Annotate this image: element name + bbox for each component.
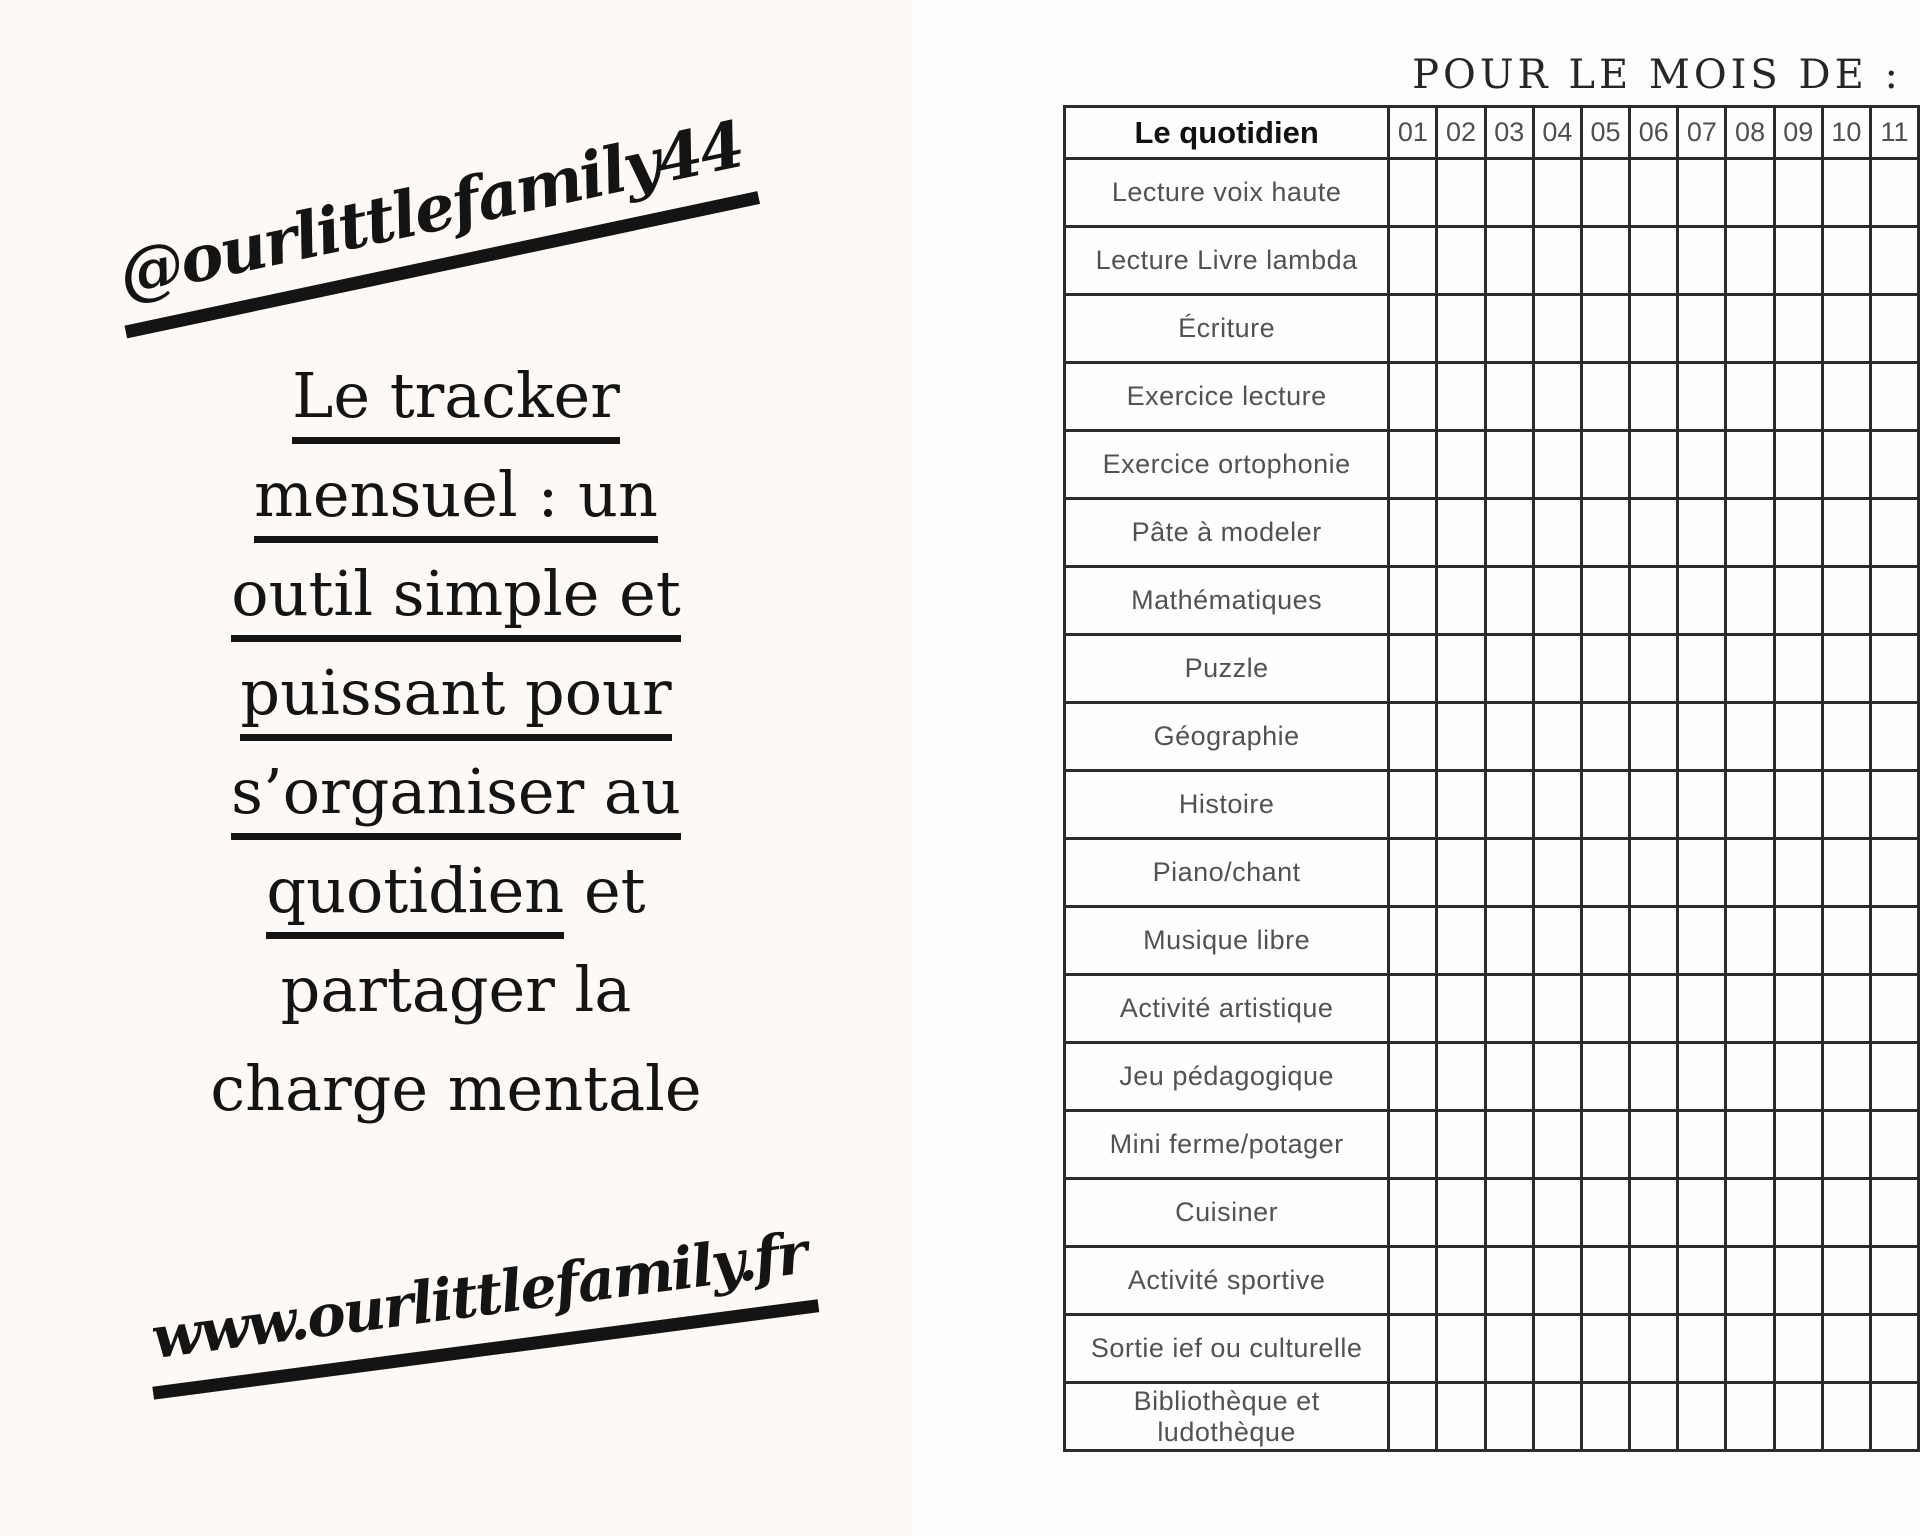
table-row [1065,159,1919,227]
tracker-cell [1485,771,1533,839]
activity-label: Piano/chant [1065,839,1389,907]
tracker-cell [1437,635,1485,703]
tracker-cell [1678,567,1726,635]
tracker-cell [1485,907,1533,975]
tracker-cell [1533,295,1581,363]
tracker-cell [1581,567,1629,635]
tracker-cell [1630,839,1678,907]
title-line [0,952,912,1051]
tracker-cell [1726,839,1774,907]
tracker-cell [1822,363,1870,431]
tracker-cell [1389,703,1437,771]
table-row [1065,363,1919,431]
website-url-text: www.ourlittlefamily.fr [142,1218,820,1400]
tracker-cell [1630,975,1678,1043]
tracker-cell [1726,1043,1774,1111]
tracker-cell [1871,295,1919,363]
tracker-cell [1389,1247,1437,1315]
tracker-cell [1774,431,1822,499]
tracker-cell [1871,431,1919,499]
tracker-cell [1533,907,1581,975]
tracker-cell [1678,227,1726,295]
tracker-cell [1389,1315,1437,1383]
tracker-sheet [912,0,1920,1536]
tracker-cell [1581,703,1629,771]
tracker-cell [1678,1043,1726,1111]
activity-label: Lecture voix haute [1065,159,1389,227]
tracker-cell [1533,499,1581,567]
tracker-cell [1630,431,1678,499]
tracker-cell [1822,975,1870,1043]
activity-label: Pâte à modeler [1065,499,1389,567]
tracker-cell [1485,159,1533,227]
tracker-cell [1774,635,1822,703]
tracker-cell [1485,1043,1533,1111]
tracker-cell [1871,1111,1919,1179]
tracker-cell [1485,431,1533,499]
tracker-cell [1437,1111,1485,1179]
tracker-cell [1678,295,1726,363]
tracker-cell [1822,1383,1870,1451]
tracker-cell [1726,1247,1774,1315]
tracker-cell [1871,499,1919,567]
table-row [1065,227,1919,295]
tracker-cell [1630,1111,1678,1179]
tracker-cell [1774,1315,1822,1383]
tracker-cell [1389,363,1437,431]
tracker-cell [1581,907,1629,975]
tracker-cell [1726,1315,1774,1383]
tracker-cell [1630,1315,1678,1383]
activity-label: Puzzle [1065,635,1389,703]
tracker-cell [1774,1043,1822,1111]
tracker-cell [1389,431,1437,499]
tracker-cell [1726,771,1774,839]
tracker-cell [1630,1383,1678,1451]
tracker-cell [1581,1383,1629,1451]
tracker-cell [1533,567,1581,635]
tracker-cell [1485,227,1533,295]
tracker-cell [1533,1247,1581,1315]
tracker-cell [1437,431,1485,499]
page-title [0,358,912,1150]
tracker-cell [1630,771,1678,839]
activity-label: Cuisiner [1065,1179,1389,1247]
table-row [1065,635,1919,703]
tracker-cell [1774,295,1822,363]
tracker-cell [1678,1315,1726,1383]
tracker-cell [1822,295,1870,363]
tracker-cell [1871,635,1919,703]
table-row [1065,499,1919,567]
tracker-cell [1726,1111,1774,1179]
tracker-cell [1822,227,1870,295]
tracker-cell [1774,975,1822,1043]
tracker-cell [1726,1383,1774,1451]
tracker-cell [1437,295,1485,363]
activity-label: Mini ferme/potager [1065,1111,1389,1179]
tracker-cell [1485,1179,1533,1247]
tracker-cell [1871,771,1919,839]
tracker-cell [1485,839,1533,907]
tracker-cell [1485,499,1533,567]
tracker-cell [1389,771,1437,839]
left-panel [0,0,912,1536]
tracker-cell [1630,363,1678,431]
tracker-cell [1533,1179,1581,1247]
tracker-cell [1871,1315,1919,1383]
tracker-cell [1774,1111,1822,1179]
tracker-cell [1437,1383,1485,1451]
table-row [1065,567,1919,635]
day-column-header: 07 [1678,107,1726,159]
tracker-cell [1581,227,1629,295]
activity-label: Activité artistique [1065,975,1389,1043]
tracker-cell [1485,567,1533,635]
tracker-cell [1871,1179,1919,1247]
tracker-cell [1822,159,1870,227]
tracker-cell [1822,1315,1870,1383]
tracker-cell [1485,1111,1533,1179]
tracker-cell [1389,635,1437,703]
tracker-cell [1389,1383,1437,1451]
day-column-header: 10 [1822,107,1870,159]
tracker-cell [1533,159,1581,227]
tracker-cell [1630,567,1678,635]
title-segment: s’organiser au [231,754,681,840]
tracker-cell [1533,703,1581,771]
tracker-cell [1726,907,1774,975]
tracker-cell [1822,431,1870,499]
day-column-header: 06 [1630,107,1678,159]
tracker-cell [1581,975,1629,1043]
tracker-cell [1774,159,1822,227]
tracker-cell [1533,1383,1581,1451]
tracker-cell [1726,431,1774,499]
tracker-cell [1389,227,1437,295]
tracker-cell [1678,703,1726,771]
tracker-cell [1389,159,1437,227]
day-column-header: 03 [1485,107,1533,159]
tracker-cell [1533,1043,1581,1111]
title-line [0,754,912,853]
day-column-header: 01 [1389,107,1437,159]
tracker-cell [1726,227,1774,295]
table-row [1065,1315,1919,1383]
activity-label: Exercice lecture [1065,363,1389,431]
tracker-cell [1485,1315,1533,1383]
tracker-cell [1678,907,1726,975]
table-row [1065,839,1919,907]
table-row [1065,975,1919,1043]
tracker-cell [1871,975,1919,1043]
activity-label: Activité sportive [1065,1247,1389,1315]
tracker-cell [1871,1383,1919,1451]
activity-label: Exercice ortophonie [1065,431,1389,499]
table-row [1065,1043,1919,1111]
tracker-cell [1581,1315,1629,1383]
tracker-cell [1871,567,1919,635]
day-column-header: 08 [1726,107,1774,159]
tracker-cell [1533,1111,1581,1179]
tracker-cell [1822,635,1870,703]
tracker-cell [1485,295,1533,363]
activity-label: Histoire [1065,771,1389,839]
table-row [1065,1383,1919,1451]
title-line [0,853,912,952]
tracker-cell [1871,703,1919,771]
tracker-cell [1726,499,1774,567]
tracker-cell [1437,1043,1485,1111]
tracker-cell [1774,227,1822,295]
tracker-cell [1726,703,1774,771]
tracker-cell [1678,771,1726,839]
tracker-cell [1726,295,1774,363]
tracker-cell [1871,227,1919,295]
tracker-cell [1581,1247,1629,1315]
title-segment: charge mentale [210,1052,702,1125]
tracker-cell [1726,1179,1774,1247]
title-segment: et [564,854,646,927]
day-column-header: 02 [1437,107,1485,159]
table-header-label: Le quotidien [1065,107,1389,159]
tracker-cell [1871,907,1919,975]
tracker-cell [1822,1247,1870,1315]
tracker-cell [1437,227,1485,295]
tracker-cell [1437,499,1485,567]
activity-label: Jeu pédagogique [1065,1043,1389,1111]
tracker-cell [1437,839,1485,907]
tracker-cell [1822,771,1870,839]
activity-label: Musique libre [1065,907,1389,975]
tracker-cell [1437,975,1485,1043]
tracker-cell [1485,635,1533,703]
tracker-cell [1630,227,1678,295]
tracker-cell [1678,1111,1726,1179]
activity-label: Bibliothèque et ludothèque [1065,1383,1389,1451]
tracker-cell [1581,159,1629,227]
tracker-cell [1822,567,1870,635]
tracker-cell [1822,703,1870,771]
tracker-cell [1774,703,1822,771]
tracker-cell [1581,839,1629,907]
tracker-cell [1485,703,1533,771]
tracker-cell [1726,975,1774,1043]
table-row [1065,431,1919,499]
tracker-cell [1774,1247,1822,1315]
tracker-cell [1774,363,1822,431]
tracker-cell [1822,1179,1870,1247]
tracker-cell [1437,363,1485,431]
tracker-cell [1533,839,1581,907]
tracker-cell [1678,1383,1726,1451]
tracker-cell [1822,1111,1870,1179]
tracker-cell [1822,499,1870,567]
tracker-cell [1533,431,1581,499]
tracker-cell [1678,1179,1726,1247]
tracker-cell [1871,363,1919,431]
activity-label: Géographie [1065,703,1389,771]
table-row [1065,295,1919,363]
tracker-cell [1774,1179,1822,1247]
title-line [0,556,912,655]
tracker-cell [1630,907,1678,975]
instagram-handle [106,107,750,339]
table-header-row [1065,107,1919,159]
title-segment: outil simple et [231,556,681,642]
tracker-cell [1774,771,1822,839]
tracker-cell [1774,499,1822,567]
website-url [142,1219,809,1399]
tracker-cell [1581,1179,1629,1247]
tracker-cell [1389,567,1437,635]
tracker-cell [1630,499,1678,567]
tracker-cell [1485,1383,1533,1451]
tracker-cell [1533,975,1581,1043]
tracker-cell [1389,907,1437,975]
tracker-cell [1774,567,1822,635]
tracker-cell [1533,363,1581,431]
day-column-header: 09 [1774,107,1822,159]
tracker-cell [1871,1043,1919,1111]
tracker-cell [1437,1247,1485,1315]
tracker-cell [1437,1179,1485,1247]
activity-label: Lecture Livre lambda [1065,227,1389,295]
tracker-cell [1630,1179,1678,1247]
tracker-cell [1774,839,1822,907]
tracker-cell [1822,839,1870,907]
title-segment: mensuel : un [254,457,658,543]
tracker-cell [1581,1043,1629,1111]
activity-label: Mathématiques [1065,567,1389,635]
tracker-cell [1630,159,1678,227]
title-line [0,358,912,457]
tracker-cell [1437,771,1485,839]
tracker-cell [1437,907,1485,975]
tracker-cell [1678,499,1726,567]
tracker-cell [1726,567,1774,635]
tracker-cell [1774,1383,1822,1451]
table-row [1065,703,1919,771]
tracker-cell [1774,907,1822,975]
tracker-cell [1871,159,1919,227]
tracker-cell [1533,635,1581,703]
tracker-cell [1678,975,1726,1043]
tracker-cell [1389,1043,1437,1111]
tracker-cell [1581,295,1629,363]
tracker-cell [1630,295,1678,363]
tracker-cell [1726,363,1774,431]
tracker-cell [1581,499,1629,567]
tracker-cell [1389,295,1437,363]
tracker-cell [1389,1179,1437,1247]
tracker-table [1063,105,1920,1452]
tracker-cell [1871,839,1919,907]
table-row [1065,771,1919,839]
tracker-cell [1678,839,1726,907]
tracker-cell [1389,975,1437,1043]
title-segment: puissant pour [240,655,671,741]
tracker-cell [1822,907,1870,975]
tracker-cell [1630,703,1678,771]
tracker-cell [1485,363,1533,431]
tracker-cell [1678,1247,1726,1315]
table-row [1065,1111,1919,1179]
tracker-cell [1581,363,1629,431]
tracker-cell [1630,1247,1678,1315]
table-row [1065,1179,1919,1247]
tracker-cell [1437,567,1485,635]
tracker-cell [1630,1043,1678,1111]
tracker-cell [1485,975,1533,1043]
tracker-cell [1389,1111,1437,1179]
table-row [1065,1247,1919,1315]
day-column-header: 04 [1533,107,1581,159]
tracker-cell [1630,635,1678,703]
tracker-cell [1726,159,1774,227]
tracker-cell [1822,1043,1870,1111]
tracker-cell [1389,499,1437,567]
tracker-cell [1581,1111,1629,1179]
title-segment: quotidien [266,853,564,939]
tracker-cell [1871,1247,1919,1315]
title-segment: partager la [280,953,632,1026]
activity-label: Écriture [1065,295,1389,363]
activity-label: Sortie ief ou culturelle [1065,1315,1389,1383]
tracker-cell [1581,431,1629,499]
table-row [1065,907,1919,975]
instagram-handle-text: @ourlittlefamily44 [106,106,760,338]
tracker-cell [1726,635,1774,703]
tracker-cell [1533,227,1581,295]
day-column-header: 11 [1871,107,1919,159]
tracker-cell [1437,1315,1485,1383]
tracker-cell [1389,839,1437,907]
tracker-cell [1437,159,1485,227]
tracker-cell [1678,635,1726,703]
title-line [0,655,912,754]
tracker-cell [1485,1247,1533,1315]
title-line [0,1051,912,1150]
tracker-cell [1437,703,1485,771]
month-header: POUR LE MOIS DE : [1412,52,1902,98]
title-segment: Le tracker [292,358,620,444]
tracker-cell [1678,363,1726,431]
title-line [0,457,912,556]
tracker-cell [1678,159,1726,227]
tracker-cell [1678,431,1726,499]
tracker-cell [1533,1315,1581,1383]
tracker-cell [1533,771,1581,839]
day-column-header: 05 [1581,107,1629,159]
tracker-cell [1581,635,1629,703]
tracker-cell [1581,771,1629,839]
